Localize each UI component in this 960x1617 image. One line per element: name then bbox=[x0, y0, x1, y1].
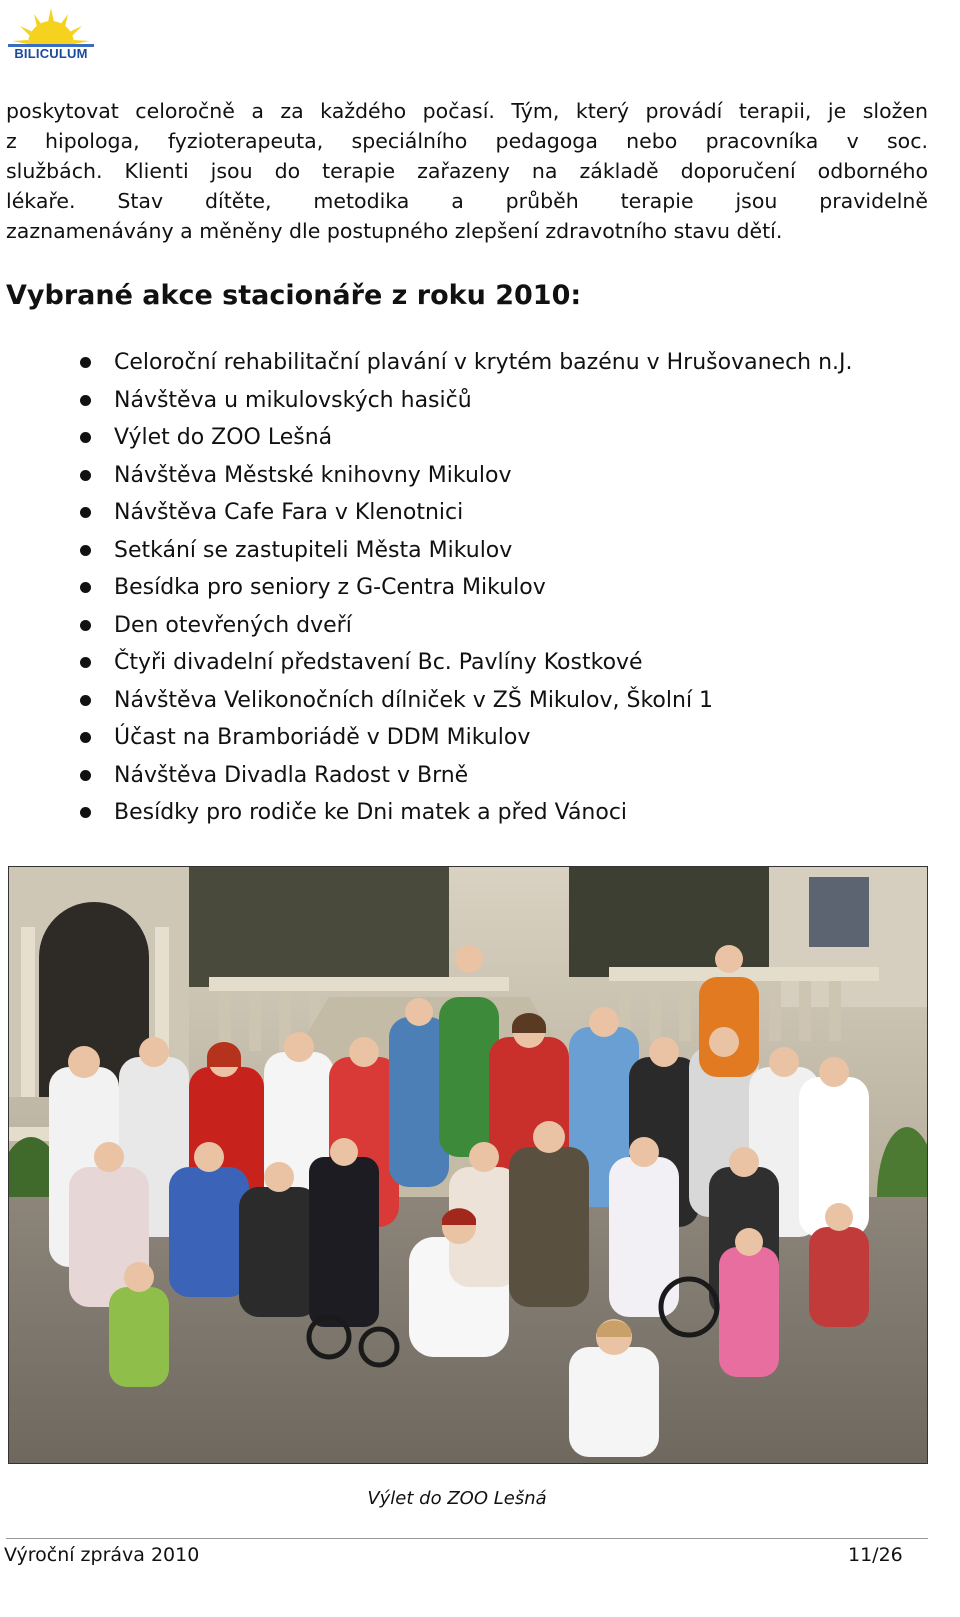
bullet-icon bbox=[80, 732, 91, 743]
events-list bbox=[76, 344, 936, 832]
intro-line: lékaře. Stav dítěte, metodika a průběh terapie jsou pravidelně bbox=[6, 189, 928, 213]
list-item bbox=[76, 382, 936, 420]
list-item-text: Čtyři divadelní představení Bc. Pavlíny Kostkové bbox=[114, 650, 643, 675]
list-item-text: Návštěva u mikulovských hasičů bbox=[114, 387, 472, 413]
list-item bbox=[76, 682, 936, 720]
group-photo bbox=[8, 866, 928, 1464]
list-item-text: Besídka pro seniory z G-Centra Mikulov bbox=[114, 575, 546, 600]
list-item bbox=[76, 569, 936, 607]
list-item bbox=[76, 644, 936, 682]
bullet-icon bbox=[80, 507, 91, 518]
list-item-text: Výlet do ZOO Lešná bbox=[114, 425, 333, 450]
bullet-icon bbox=[80, 545, 91, 556]
list-item-text: Setkání se zastupiteli Města Mikulov bbox=[114, 537, 513, 563]
list-item bbox=[76, 757, 936, 795]
bullet-icon bbox=[80, 620, 91, 631]
bullet-icon bbox=[80, 657, 91, 668]
list-item-text: Návštěva Městské knihovny Mikulov bbox=[114, 462, 512, 488]
intro-line: z hipologa, fyzioterapeuta, speciálního pedagoga nebo pracovníka v soc. bbox=[6, 129, 928, 153]
logo-text: BILICULUM bbox=[14, 46, 88, 61]
intro-line: poskytovat celoročně a za každého počasí. Tým, který provádí terapii, je složen bbox=[6, 99, 928, 123]
bullet-icon bbox=[80, 807, 91, 818]
list-item bbox=[76, 719, 936, 757]
list-item bbox=[76, 344, 936, 382]
list-item bbox=[76, 494, 936, 532]
intro-paragraph bbox=[6, 96, 928, 246]
list-item-text: Celoroční rehabilitační plavání v krytém bazénu v Hrušovanech n.J. bbox=[114, 350, 853, 375]
list-item bbox=[76, 607, 936, 645]
section-heading: Vybrané akce stacionáře z roku 2010: bbox=[6, 280, 582, 311]
bullet-icon bbox=[80, 470, 91, 481]
list-item-text: Návštěva Divadla Radost v Brně bbox=[114, 762, 469, 788]
bullet-icon bbox=[80, 395, 91, 406]
intro-line: zaznamenávány a měněny dle postupného zlepšení zdravotního stavu dětí. bbox=[6, 219, 783, 243]
list-item-text: Účast na Bramboriádě v DDM Mikulov bbox=[114, 725, 531, 750]
list-item bbox=[76, 532, 936, 570]
intro-line: službách. Klienti jsou do terapie zařazeny na základě doporučení odborného bbox=[6, 159, 928, 183]
bullet-icon bbox=[80, 357, 91, 368]
list-item-text: Návštěva Cafe Fara v Klenotnici bbox=[114, 500, 464, 525]
bullet-icon bbox=[80, 695, 91, 706]
bullet-icon bbox=[80, 432, 91, 443]
bullet-icon bbox=[80, 582, 91, 593]
list-item bbox=[76, 794, 936, 832]
page-number: 11/26 bbox=[848, 1544, 903, 1566]
footer-divider bbox=[6, 1538, 928, 1539]
photo-caption: Výlet do ZOO Lešná bbox=[367, 1488, 547, 1509]
list-item-text: Návštěva Velikonočních dílniček v ZŠ Mikulov, Školní 1 bbox=[114, 687, 714, 713]
biliculum-logo bbox=[6, 6, 96, 64]
list-item bbox=[76, 419, 936, 457]
list-item-text: Den otevřených dveří bbox=[114, 612, 352, 638]
photo-illustration bbox=[9, 867, 927, 1463]
footer-title: Výroční zpráva 2010 bbox=[4, 1544, 200, 1566]
list-item-text: Besídky pro rodiče ke Dni matek a před Vánoci bbox=[114, 800, 628, 825]
list-item bbox=[76, 457, 936, 495]
bullet-icon bbox=[80, 770, 91, 781]
